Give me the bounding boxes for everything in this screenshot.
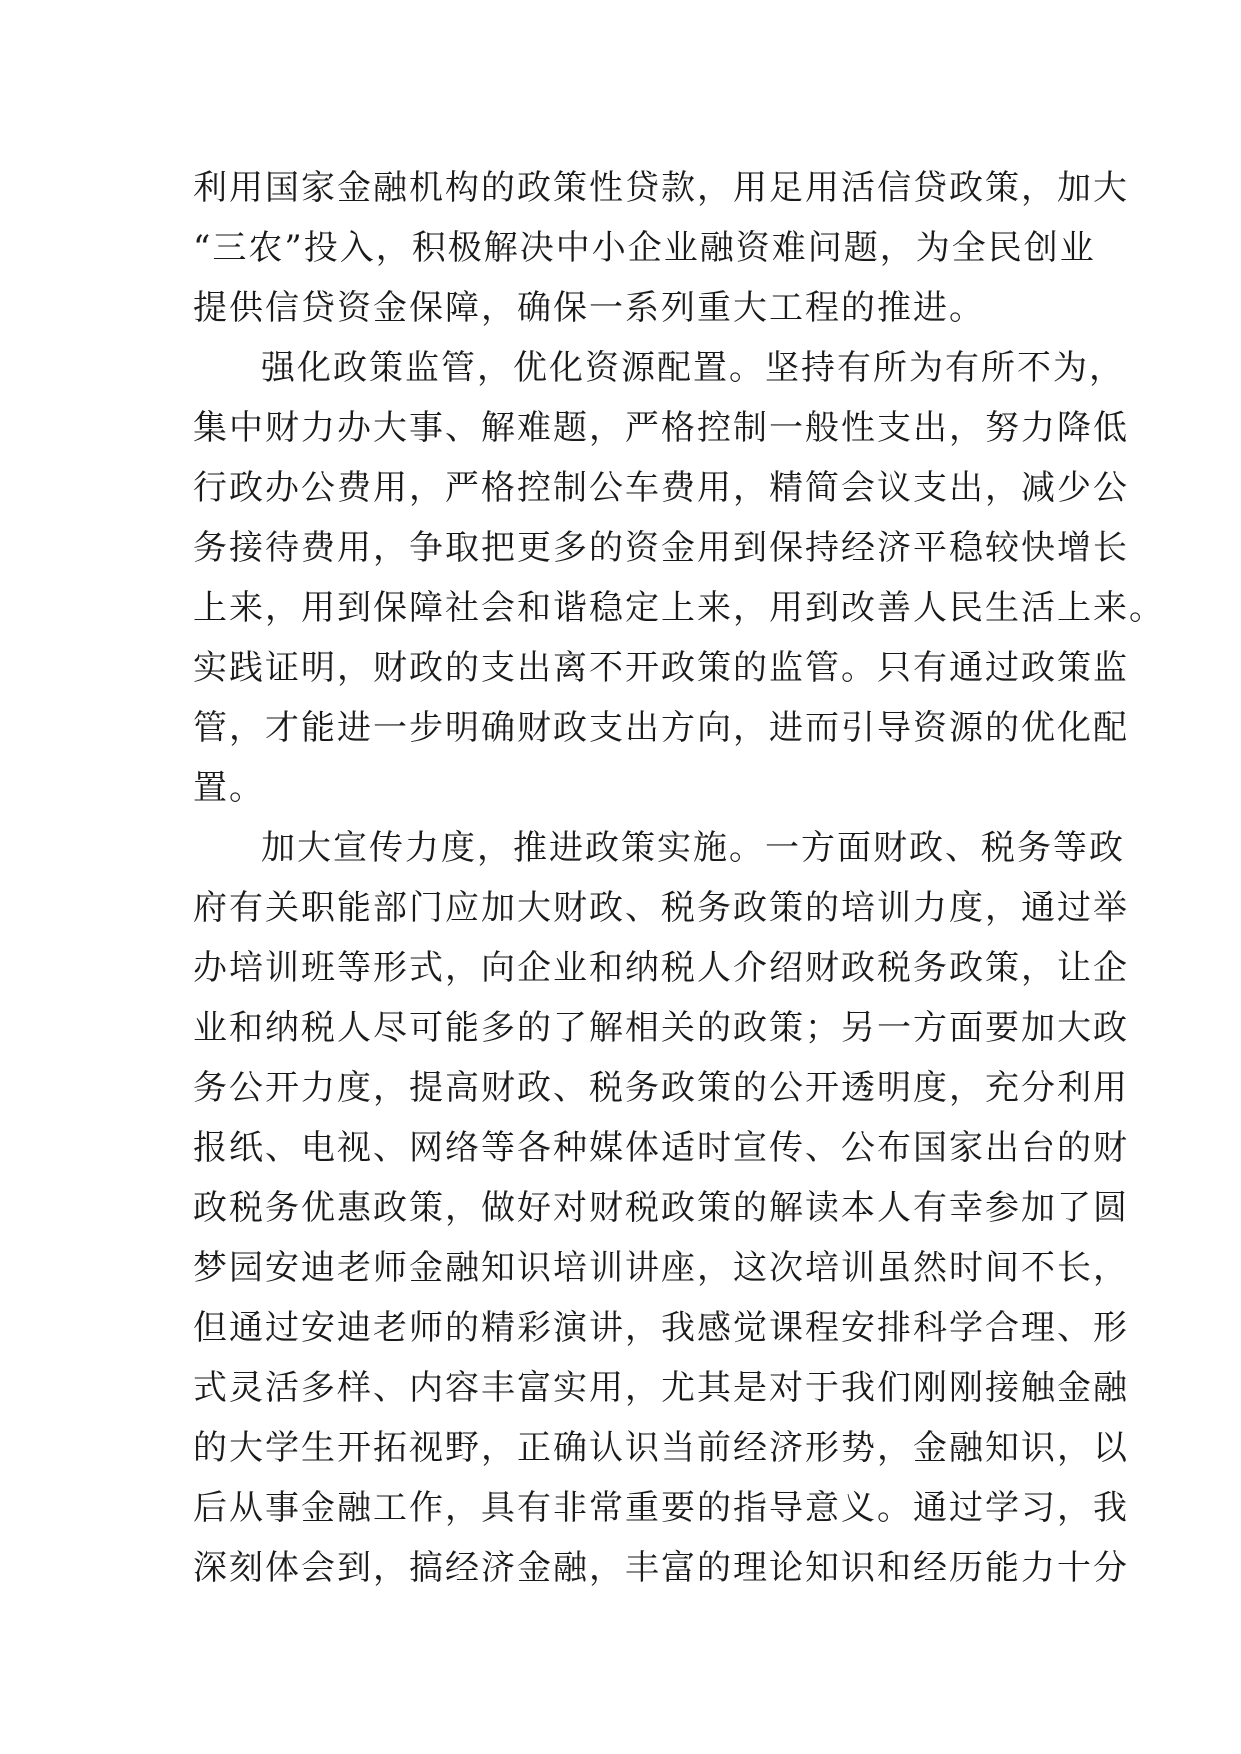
text-line: 深刻体会到，搞经济金融，丰富的理论知识和经历能力十分 [193,1548,1129,1588]
text-line: 集中财力办大事、解难题，严格控制一般性支出，努力降低 [193,408,1129,448]
text-line: 后从事金融工作，具有非常重要的指导意义。通过学习，我 [193,1488,1129,1528]
text-line: 加大宣传力度，推进政策实施。一方面财政、税务等政 [261,828,1125,868]
text-line: 式灵活多样、内容丰富实用，尤其是对于我们刚刚接触金融 [193,1368,1129,1408]
paragraph [193,818,1129,1598]
text-line: 上来，用到保障社会和谐稳定上来，用到改善人民生活上来。 [193,588,1165,628]
text-line: 但通过安迪老师的精彩演讲，我感觉课程安排科学合理、形 [193,1308,1129,1348]
paragraph [193,338,1165,818]
text-line: 报纸、电视、网络等各种媒体适时宣传、公布国家出台的财 [193,1128,1129,1168]
text-line: 办培训班等形式，向企业和纳税人介绍财政税务政策，让企 [193,948,1129,988]
document-body [193,158,1165,1598]
text-line: 梦园安迪老师金融知识培训讲座，这次培训虽然时间不长， [193,1248,1129,1288]
paragraph [193,158,1129,338]
text-line: 实践证明，财政的支出离不开政策的监管。只有通过政策监 [193,648,1129,688]
text-line: 政税务优惠政策，做好对财税政策的解读本人有幸参加了圆 [193,1188,1129,1228]
text-line: 利用国家金融机构的政策性贷款，用足用活信贷政策，加大 [193,168,1129,208]
text-line: 务公开力度，提高财政、税务政策的公开透明度，充分利用 [193,1068,1129,1108]
text-line: 务接待费用，争取把更多的资金用到保持经济平稳较快增长 [193,528,1129,568]
text-line: 的大学生开拓视野，正确认识当前经济形势，金融知识，以 [193,1428,1129,1468]
text-line: 府有关职能部门应加大财政、税务政策的培训力度，通过举 [193,888,1129,928]
text-line: 行政办公费用，严格控制公车费用，精简会议支出，减少公 [193,468,1129,508]
text-line: 管，才能进一步明确财政支出方向，进而引导资源的优化配 [193,708,1129,748]
text-line: 业和纳税人尽可能多的了解相关的政策；另一方面要加大政 [193,1008,1129,1048]
text-line: 置。 [193,768,265,808]
text-line: 强化政策监管，优化资源配置。坚持有所为有所不为， [261,348,1125,388]
text-line: 提供信贷资金保障，确保一系列重大工程的推进。 [193,288,985,328]
text-line: “三农”投入，积极解决中小企业融资难问题，为全民创业 [193,228,1096,268]
